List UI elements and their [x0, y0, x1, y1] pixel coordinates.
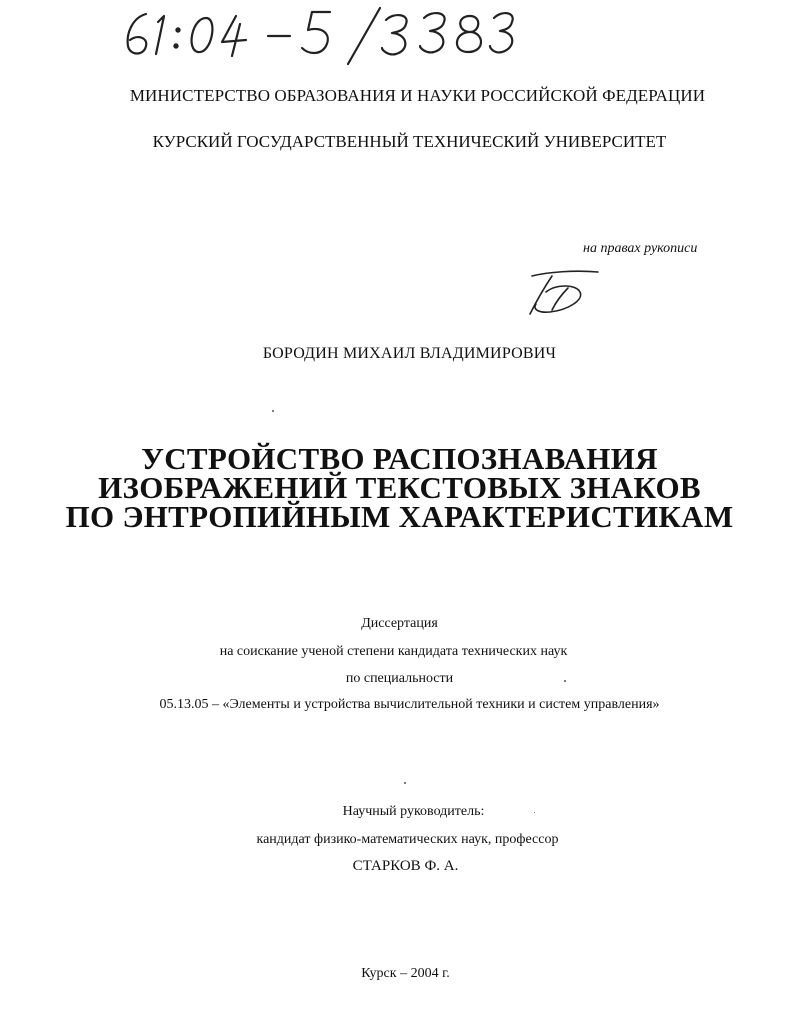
work-type: Диссертация — [361, 616, 438, 631]
manuscript-rights-note: на правах рукописи — [583, 241, 698, 256]
city-year: Курск – 2004 г. — [361, 966, 450, 981]
scan-speck — [272, 410, 274, 412]
dissertation-title — [0, 441, 799, 534]
scan-speck — [534, 812, 535, 813]
author-signature — [522, 268, 604, 320]
archive-number-handwriting-graphic — [118, 4, 518, 66]
supervisor-degree: кандидат физико-математических наук, профессор — [256, 832, 559, 847]
scan-speck — [404, 782, 406, 784]
author-name: БОРОДИН МИХАИЛ ВЛАДИМИРОВИЧ — [262, 345, 557, 362]
specialty-code-line: 05.13.05 – «Элементы и устройства вычислительной техники и систем управления» — [159, 697, 660, 712]
ministry-heading: МИНИСТЕРСТВО ОБРАЗОВАНИЯ И НАУКИ РОССИЙСКОЙ ФЕДЕРАЦИИ — [129, 86, 706, 105]
scan-speck — [564, 680, 566, 682]
supervisor-label: Научный руководитель: — [342, 804, 485, 819]
title-line-2: ИЗОБРАЖЕНИЙ ТЕКСТОВЫХ ЗНАКОВ — [98, 470, 701, 505]
archive-number-handwritten — [118, 4, 518, 66]
supervisor-name: СТАРКОВ Ф. А. — [352, 858, 459, 874]
title-line-1: УСТРОЙСТВО РАСПОЗНАВАНИЯ — [141, 441, 658, 476]
signature-graphic — [522, 268, 604, 320]
title-line-3: ПО ЭНТРОПИЙНЫМ ХАРАКТЕРИСТИКАМ — [65, 499, 734, 534]
specialty-label: по специальности — [345, 671, 454, 686]
university-heading: КУРСКИЙ ГОСУДАРСТВЕННЫЙ ТЕХНИЧЕСКИЙ УНИВЕРСИТЕТ — [152, 132, 667, 151]
degree-line: на соискание ученой степени кандидата технических наук — [219, 644, 568, 659]
